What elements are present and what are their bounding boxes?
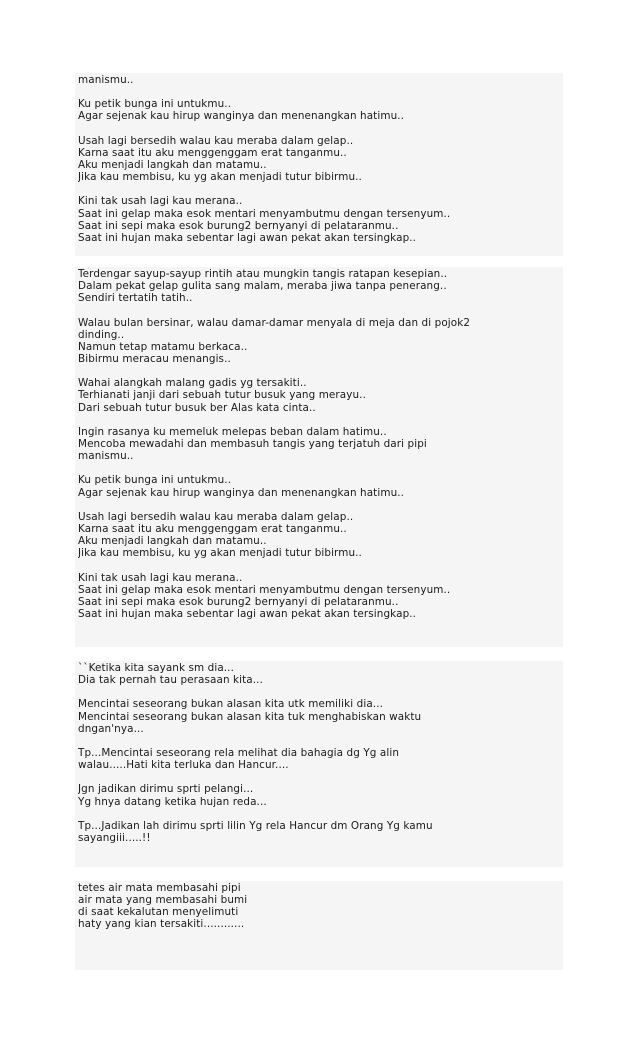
poem-line: Terdengar sayup-sayup rintih atau mungkin tangis ratapan kesepian.. bbox=[78, 268, 448, 280]
poem-line: Jika kau membisu, ku yg akan menjadi tutur bibirmu.. bbox=[78, 547, 362, 560]
poem-line: Jika kau membisu, ku yg akan menjadi tutur bibirmu.. bbox=[78, 171, 362, 184]
poem-line: Kini tak usah lagi kau merana.. bbox=[78, 195, 243, 208]
poem-line: haty yang kian tersakiti............ bbox=[78, 918, 245, 931]
poem-line: Terhianati janji dari sebuah tutur busuk yang merayu.. bbox=[78, 389, 366, 402]
poem-line: Saat ini gelap maka esok mentari menyambutmu dengan tersenyum.. bbox=[78, 583, 451, 596]
poem-block-2 bbox=[75, 267, 563, 647]
poem-line: Usah lagi bersedih walau kau meraba dalam gelap.. bbox=[78, 134, 354, 147]
poem-line: Karna saat itu aku menggenggam erat tanganmu.. bbox=[78, 146, 347, 159]
stanza bbox=[78, 747, 561, 771]
poem-line: ``Ketika kita sayank sm dia... bbox=[78, 662, 234, 674]
stanza bbox=[78, 74, 561, 86]
poem-line: Agar sejenak kau hirup wanginya dan menenangkan hatimu.. bbox=[78, 486, 405, 499]
poem-line: di saat kekalutan menyelimuti bbox=[78, 906, 239, 919]
poem-line: Ku petik bunga ini untukmu.. bbox=[78, 98, 232, 111]
stanza bbox=[78, 662, 561, 686]
poem-line: Saat ini sepi maka esok burung2 bernyanyi di pelataranmu.. bbox=[78, 219, 399, 232]
poem-line: Tp...Mencintai seseorang rela melihat dia bahagia dg Yg alin bbox=[78, 746, 400, 759]
stanza bbox=[78, 820, 561, 844]
stanza bbox=[78, 377, 561, 413]
poem-line: manismu.. bbox=[78, 74, 134, 86]
poem-line: sayangiii.....!! bbox=[78, 831, 151, 844]
poem-line: dngan'nya... bbox=[78, 722, 144, 735]
stanza bbox=[78, 474, 561, 498]
poem-line: dinding.. bbox=[78, 328, 125, 341]
poem-line: Tp...Jadikan lah dirimu sprti lilin Yg rela Hancur dm Orang Yg kamu bbox=[78, 819, 433, 832]
stanza bbox=[78, 426, 561, 462]
stanza bbox=[78, 268, 561, 304]
poem-line: Mencintai seseorang bukan alasan kita tuk menghabiskan waktu bbox=[78, 710, 422, 723]
poem-line: Ku petik bunga ini untukmu.. bbox=[78, 474, 232, 487]
poem-block-4 bbox=[75, 881, 563, 970]
poem-line: Dalam pekat gelap gulita sang malam, meraba jiwa tanpa penerang.. bbox=[78, 280, 447, 293]
stanza bbox=[78, 135, 561, 184]
poem-line: Aku menjadi langkah dan matamu.. bbox=[78, 535, 267, 548]
poem-line: walau.....Hati kita terluka dan Hancur.... bbox=[78, 759, 289, 772]
stanza bbox=[78, 783, 561, 807]
poem-line: Yg hnya datang ketika hujan reda... bbox=[78, 795, 267, 808]
poem-line: Saat ini hujan maka sebentar lagi awan pekat akan tersingkap.. bbox=[78, 607, 417, 620]
poem-line: Saat ini sepi maka esok burung2 bernyanyi di pelataranmu.. bbox=[78, 595, 399, 608]
poem-block-3 bbox=[75, 661, 563, 867]
stanza bbox=[78, 98, 561, 122]
poem-line: Wahai alangkah malang gadis yg tersakiti.. bbox=[78, 377, 307, 390]
poem-line: Dia tak pernah tau perasaan kita... bbox=[78, 674, 263, 687]
poem-line: tetes air mata membasahi pipi bbox=[78, 882, 241, 894]
poem-line: Sendiri tertatih tatih.. bbox=[78, 292, 193, 305]
poem-line: Saat ini hujan maka sebentar lagi awan pekat akan tersingkap.. bbox=[78, 231, 417, 244]
poem-block-1 bbox=[75, 73, 563, 256]
poem-line: Aku menjadi langkah dan matamu.. bbox=[78, 158, 267, 171]
poem-line: Jgn jadikan dirimu sprti pelangi... bbox=[78, 783, 254, 796]
poem-line: Agar sejenak kau hirup wanginya dan menenangkan hatimu.. bbox=[78, 110, 405, 123]
poem-line: Saat ini gelap maka esok mentari menyambutmu dengan tersenyum.. bbox=[78, 207, 451, 220]
poem-line: Ingin rasanya ku memeluk melepas beban dalam hatimu.. bbox=[78, 425, 387, 438]
poem-line: Mencoba mewadahi dan membasuh tangis yang terjatuh dari pipi bbox=[78, 437, 427, 450]
poem-line: Namun tetap matamu berkaca.. bbox=[78, 340, 248, 353]
poem-line: Karna saat itu aku menggenggam erat tanganmu.. bbox=[78, 522, 347, 535]
poem-line: Bibirmu meracau menangis.. bbox=[78, 352, 231, 365]
poem-line: Dari sebuah tutur busuk ber Alas kata cinta.. bbox=[78, 401, 316, 414]
poem-line: air mata yang membasahi bumi bbox=[78, 894, 248, 907]
stanza bbox=[78, 882, 561, 931]
poem-line: Kini tak usah lagi kau merana.. bbox=[78, 571, 243, 584]
poem-line: Mencintai seseorang bukan alasan kita utk memiliki dia... bbox=[78, 698, 384, 711]
stanza bbox=[78, 195, 561, 244]
poem-line: Usah lagi bersedih walau kau meraba dalam gelap.. bbox=[78, 510, 354, 523]
stanza bbox=[78, 511, 561, 560]
stanza bbox=[78, 317, 561, 366]
poem-line: Walau bulan bersinar, walau damar-damar menyala di meja dan di pojok2 bbox=[78, 316, 471, 329]
stanza bbox=[78, 698, 561, 734]
stanza bbox=[78, 572, 561, 621]
poem-line: manismu.. bbox=[78, 450, 134, 463]
